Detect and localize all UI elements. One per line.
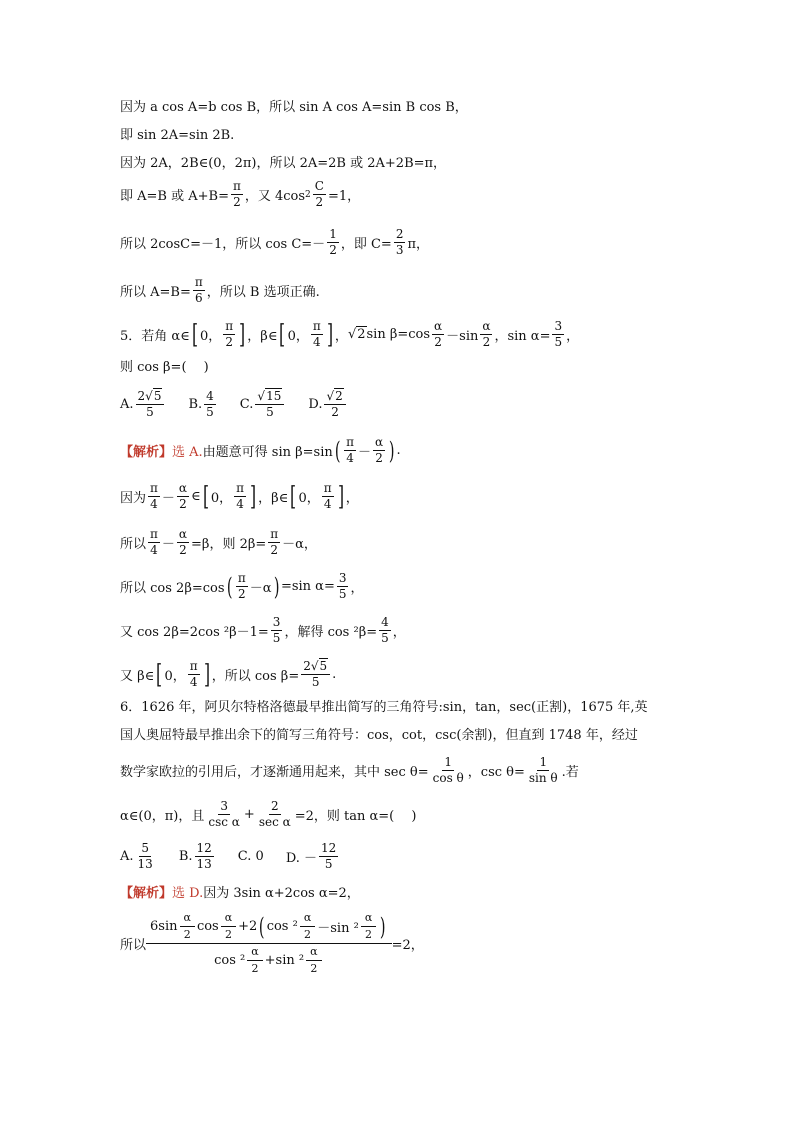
numerator: α: [306, 946, 321, 961]
text: 所以: [120, 938, 147, 954]
text: －: [161, 491, 175, 507]
sqrt: √2: [326, 389, 343, 403]
text: =β，则 2β=: [191, 537, 267, 553]
text: 所以: [120, 537, 147, 553]
radicand: 5: [319, 659, 328, 673]
text: π，: [407, 237, 429, 253]
numerator: 3: [218, 800, 230, 815]
numerator: α: [247, 946, 262, 961]
denominator: 3: [395, 243, 404, 258]
text: sin β=cos: [366, 327, 431, 343]
numerator: π: [322, 482, 334, 497]
sqrt: √15: [257, 389, 282, 403]
fraction: [527, 756, 560, 785]
numerator: π: [231, 180, 243, 195]
numerator: π: [188, 660, 200, 675]
numerator: α: [480, 320, 492, 335]
text: ，所以 cos β=: [211, 669, 300, 685]
option-a-label: A.: [120, 849, 134, 865]
numerator: π: [344, 436, 356, 451]
denominator: 5: [338, 587, 347, 602]
option-b-value: [195, 842, 214, 871]
text: 即 A=B 或 A+B=: [120, 189, 229, 205]
question-6-line-2: [120, 724, 638, 743]
text: ，即 C=: [340, 237, 392, 253]
text: .若: [561, 765, 579, 781]
option-d-label: D.: [308, 397, 323, 413]
text: ∈: [191, 489, 201, 505]
numerator: α: [180, 912, 195, 927]
fraction: [231, 180, 243, 209]
text: 则 cos β=( ): [120, 360, 209, 375]
option-c: C. 0: [237, 849, 264, 865]
right-bracket: ]: [250, 481, 257, 512]
fraction: [306, 946, 321, 975]
option-b-label: B.: [178, 849, 193, 865]
text: 5．若角 α∈: [120, 329, 190, 345]
numerator: 3: [337, 572, 349, 587]
solution-6-line-2: [120, 912, 424, 975]
fraction: [271, 616, 283, 645]
fraction: [480, 320, 492, 349]
denominator: 4: [189, 675, 198, 690]
numerator: α: [432, 320, 444, 335]
fraction: [188, 660, 200, 689]
denominator: 2: [233, 195, 241, 210]
numerator: α: [373, 436, 385, 451]
analysis-tag: 【解析】: [120, 445, 173, 461]
denominator: 2: [434, 335, 442, 350]
question-5-options: [120, 390, 348, 419]
solution-5-line-5: [120, 616, 406, 645]
fraction: [301, 660, 330, 689]
text-line-1: [120, 96, 468, 115]
fraction: [394, 228, 406, 257]
numerator: 4: [379, 616, 391, 631]
text: －sin: [446, 329, 479, 345]
denominator: 4: [236, 497, 244, 512]
right-paren: ): [380, 912, 386, 941]
denominator: 2: [179, 497, 187, 512]
numerator: 3: [552, 320, 564, 335]
numerator: 1: [442, 756, 454, 771]
denominator: 5: [206, 405, 214, 420]
denominator: 2: [310, 962, 318, 976]
denominator: 5: [272, 631, 281, 646]
denominator: 2: [238, 587, 246, 602]
numerator: [301, 660, 330, 675]
numerator: π: [311, 320, 323, 335]
denominator: 5: [146, 405, 154, 420]
fraction: [177, 528, 189, 557]
left-bracket: [: [290, 481, 297, 512]
option-c-value: [255, 390, 284, 419]
numerator: 3: [271, 616, 283, 631]
question-5-ask: [120, 356, 209, 375]
right-bracket: ]: [239, 319, 246, 350]
exponent: 2: [305, 189, 311, 200]
numerator: π: [236, 572, 248, 587]
denominator: 4: [150, 497, 158, 512]
numerator: 1: [537, 756, 549, 771]
text: ，又 4cos: [244, 189, 306, 205]
text: cos ²: [266, 919, 298, 935]
text: =1，: [327, 189, 361, 205]
text: +sin ²: [264, 953, 305, 969]
text: ，所以 B 选项正确.: [206, 285, 320, 301]
big-denominator: [210, 944, 327, 975]
numerator: π: [148, 528, 160, 543]
fraction: [177, 482, 189, 511]
denominator: 6: [194, 291, 203, 306]
denominator: 13: [196, 857, 212, 872]
denominator: 2: [179, 543, 187, 558]
numerator: 4: [204, 390, 216, 405]
text: +2: [238, 919, 258, 935]
fraction: [234, 482, 246, 511]
text: ，解得 cos ²β=: [284, 625, 378, 641]
option-a-label: A.: [120, 397, 134, 413]
text: 6．1626 年，阿贝尔特格洛德最早推出简写的三角符号:sin，tan，sec(正割)，1675 年,英: [120, 700, 648, 715]
question-6-line-4: [120, 800, 416, 829]
text: ，sin α=: [494, 329, 551, 345]
denominator: 4: [313, 335, 321, 350]
denominator: cos θ: [432, 771, 464, 786]
denominator: 2: [482, 335, 491, 350]
fraction: [552, 320, 564, 349]
text: －α，: [282, 537, 317, 553]
solution-5-line-2: [120, 482, 359, 511]
numerator: [255, 390, 284, 405]
analysis-tag: 【解析】: [120, 886, 173, 901]
denominator: 4: [323, 497, 332, 512]
text: ，csc θ=: [467, 765, 525, 781]
fraction: [206, 800, 242, 829]
right-bracket: ]: [203, 659, 210, 690]
question-5-stem: [120, 320, 579, 349]
text: .: [396, 443, 401, 459]
question-6-options: [120, 842, 340, 871]
fraction: [236, 572, 248, 601]
fraction: [322, 482, 334, 511]
text: 因为 3sin α+2cos α=2，: [203, 886, 360, 901]
denominator: 2: [225, 335, 234, 350]
denominator: 2: [304, 928, 312, 942]
fraction: [313, 180, 326, 209]
fraction: [148, 528, 160, 557]
numerator: 12: [195, 842, 214, 857]
numerator: π: [234, 482, 246, 497]
numerator: 5: [139, 842, 151, 857]
numerator: 12: [319, 842, 338, 857]
text: －: [161, 537, 175, 553]
text: 2: [303, 659, 311, 673]
numerator: π: [148, 482, 160, 497]
left-bracket: [: [279, 319, 286, 350]
denominator: sin θ: [528, 771, 558, 786]
fraction: [337, 572, 349, 601]
text: cos: [196, 919, 219, 935]
numerator: π: [223, 320, 235, 335]
text: =sin α=: [280, 579, 335, 595]
numerator: α: [177, 528, 189, 543]
numerator: [324, 390, 345, 405]
question-6-line-1: [120, 696, 648, 715]
option-a-value: [136, 390, 165, 419]
question-6-line-3: [120, 756, 579, 785]
numerator: 2: [394, 228, 406, 243]
denominator: csc α: [208, 815, 240, 830]
fraction: [361, 912, 376, 941]
right-bracket: ]: [326, 319, 333, 350]
text: 数学家欧拉的引用后，才逐渐通用起来，其中 sec θ=: [120, 765, 429, 781]
text: 又 β∈: [120, 669, 155, 685]
numerator: π: [268, 528, 280, 543]
text: ，: [350, 581, 364, 597]
fraction: [268, 528, 280, 557]
text: =2，则 tan α=( ): [294, 809, 417, 825]
fraction: [432, 320, 444, 349]
text-line-4: [120, 180, 360, 209]
text: ，: [334, 329, 348, 345]
text: .: [332, 667, 337, 683]
denominator: 2: [329, 243, 337, 258]
denominator: 2: [315, 195, 324, 210]
solution-5-line-1: [120, 436, 401, 465]
radicand: 15: [266, 389, 282, 403]
text: ，β∈: [247, 329, 278, 345]
denominator: 5: [324, 857, 333, 872]
solution-6-line-1: [120, 882, 360, 901]
numerator: α: [361, 912, 376, 927]
fraction: [431, 756, 466, 785]
numerator: α: [300, 912, 315, 927]
denominator: 2: [331, 405, 339, 420]
numerator: α: [177, 482, 189, 497]
text-line-3: [120, 152, 446, 171]
text: 所以 A=B=: [120, 285, 191, 301]
text: ，: [345, 491, 359, 507]
fraction: [327, 228, 339, 257]
text: －: [358, 445, 372, 461]
text: 由题意可得 sin β=sin: [202, 445, 333, 461]
solution-5-line-4: [120, 572, 364, 601]
text: 0，: [199, 329, 222, 345]
radicand: 2: [335, 389, 343, 403]
denominator: 4: [346, 451, 354, 466]
fraction: [193, 276, 205, 305]
denominator: 5: [266, 405, 274, 420]
option-b-label: B.: [188, 397, 203, 413]
left-paren: (: [334, 436, 341, 465]
text: 0，: [298, 491, 320, 507]
option-c-label: C.: [239, 397, 254, 413]
text: α∈(0，π)，且: [120, 809, 205, 825]
option-a-value: [136, 842, 155, 871]
left-bracket: [: [156, 659, 163, 690]
text: 即 sin 2A=sin 2B.: [120, 128, 235, 143]
fraction: [300, 912, 315, 941]
fraction: [148, 482, 160, 511]
text: 0，: [287, 329, 309, 345]
numerator: 1: [327, 228, 339, 243]
fraction: [257, 800, 293, 829]
solution-5-line-6: [120, 660, 336, 689]
fraction: [223, 320, 235, 349]
answer-choice: 选 D.: [172, 886, 204, 901]
left-paren: (: [259, 912, 265, 941]
text: 国人奥屈特最早推出余下的简写三角符号：cos，cot，csc(余割)，但直到 1748 年，经过: [120, 728, 638, 743]
fraction: [180, 912, 195, 941]
answer-choice: 选 A.: [172, 445, 203, 461]
sqrt: √5: [145, 389, 162, 403]
text: 6sin: [150, 919, 178, 935]
text: ，β∈: [258, 491, 289, 507]
right-paren: ): [389, 436, 395, 465]
text: ，: [392, 625, 406, 641]
fraction: [373, 436, 385, 465]
fraction: [344, 436, 356, 465]
right-bracket: ]: [337, 481, 344, 512]
fraction: [311, 320, 323, 349]
text: cos ²: [214, 953, 246, 969]
text: 0，: [164, 669, 186, 685]
denominator: 2: [270, 543, 279, 558]
denominator: sec α: [258, 815, 291, 830]
denominator: 2: [183, 928, 191, 942]
option-d-value: [319, 842, 338, 871]
text: ，: [566, 329, 580, 345]
text: 因为: [120, 491, 147, 507]
text: 因为 a cos A=b cos B，所以 sin A cos A=sin B cos B，: [120, 100, 468, 115]
text: 2: [137, 389, 146, 403]
denominator: 2: [375, 451, 383, 466]
numerator: π: [193, 276, 205, 291]
numerator: α: [221, 912, 236, 927]
denominator: 13: [137, 857, 153, 872]
denominator: 2: [224, 928, 232, 942]
left-paren: (: [226, 572, 233, 601]
left-bracket: [: [202, 481, 209, 512]
option-d-label: D. －: [285, 851, 318, 867]
text: =2，: [391, 938, 424, 954]
solution-5-line-3: [120, 528, 317, 557]
option-d-value: [324, 390, 345, 419]
sqrt: √5: [310, 659, 328, 673]
numerator: 2: [269, 800, 281, 815]
denominator: 2: [251, 962, 259, 976]
text-line-5: [120, 228, 429, 257]
text: +: [243, 807, 255, 823]
text: －α: [249, 581, 272, 597]
denominator: 4: [150, 543, 158, 558]
big-numerator: [146, 912, 392, 944]
text: 所以 cos 2β=cos: [120, 581, 225, 597]
text: 又 cos 2β=2cos ²β－1=: [120, 625, 269, 641]
text: 因为 2A，2B∈(0，2π)，所以 2A=2B 或 2A+2B=π，: [120, 156, 447, 171]
sqrt: √2: [347, 327, 366, 343]
radicand: 5: [153, 389, 162, 403]
text: 0，: [210, 491, 233, 507]
numerator: [136, 390, 165, 405]
radicand: 2: [357, 327, 366, 343]
text-line-2: [120, 124, 234, 143]
text: 所以 2cosC=－1，所以 cos C=－: [120, 237, 326, 253]
numerator: C: [313, 180, 326, 195]
denominator: 2: [365, 928, 373, 942]
fraction: [221, 912, 236, 941]
option-b-value: [204, 390, 216, 419]
denominator: 5: [311, 675, 320, 690]
big-fraction: [146, 912, 392, 975]
text-line-6: [120, 276, 320, 305]
fraction: [379, 616, 391, 645]
fraction: [247, 946, 262, 975]
right-paren: ): [273, 572, 280, 601]
denominator: 5: [381, 631, 389, 646]
text: －sin ²: [317, 921, 359, 937]
denominator: 5: [554, 335, 563, 350]
left-bracket: [: [191, 319, 198, 350]
